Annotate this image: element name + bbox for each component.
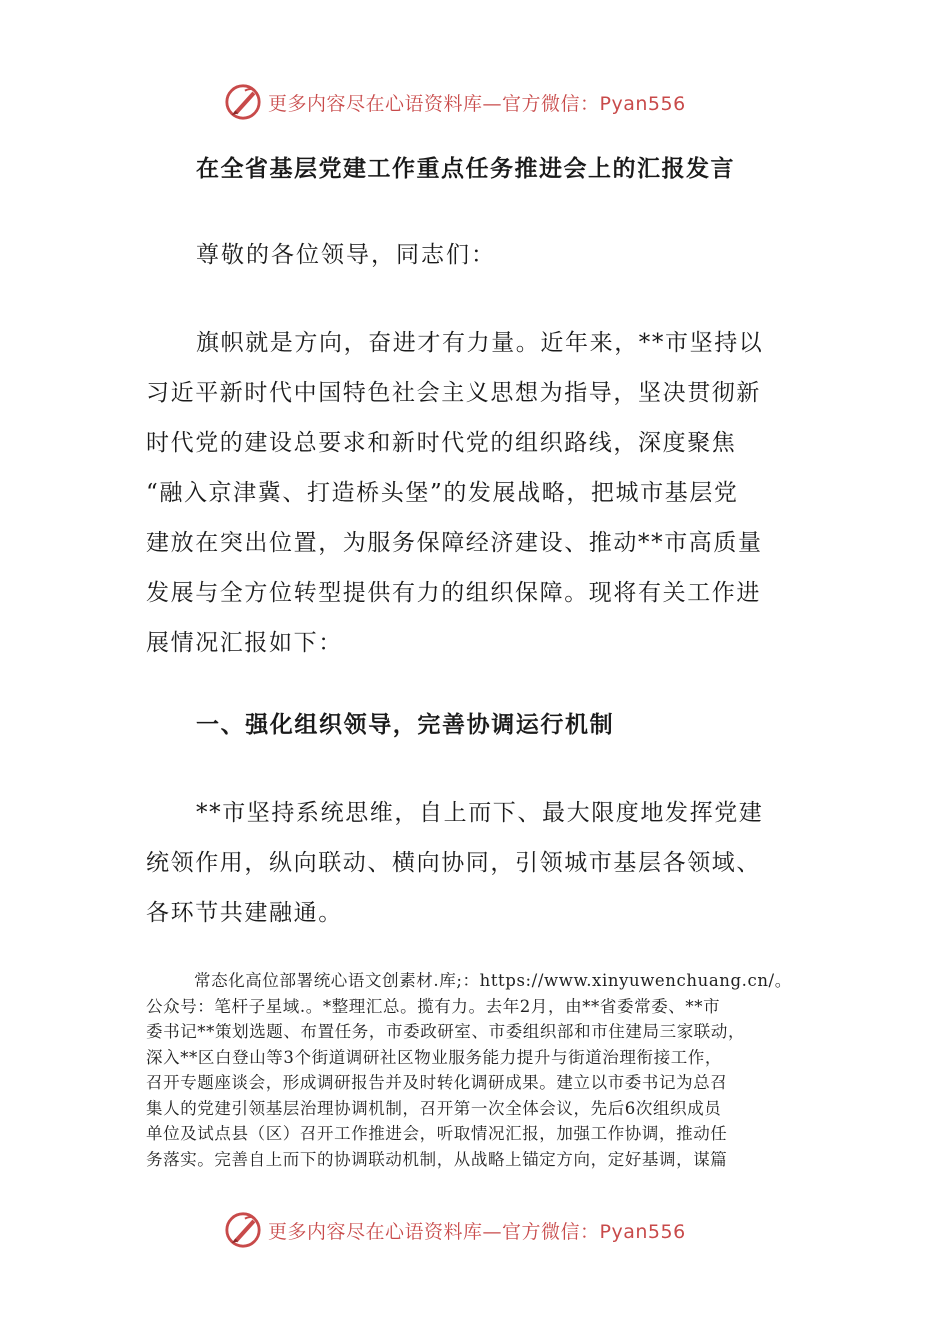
paragraph-line: 各环节共建融通。 [146,900,343,926]
small-text-block [146,968,806,1172]
small-text-line: 委书记**策划选题、布置任务，市委政研室、市委组织部和市住建局三家联动， [146,1022,746,1041]
quill-seal-logo-icon [224,1211,262,1249]
small-text-line: 单位及试点县（区）召开工作推进会，听取情况汇报，加强工作协调，推动任 [146,1124,728,1143]
wechat-id: Pyan556 [599,92,686,115]
banner-slogan: 更多内容尽在心语资料库—官方微信： [268,92,600,115]
paragraph-line: 发展与全方位转型提供有力的组织保障。现将有关工作进 [146,580,761,606]
salutation: 尊敬的各位领导，同志们： [196,242,496,268]
header-banner [224,82,744,122]
small-text-line: 务落实。完善自上而下的协调联动机制，从战略上锚定方向，定好基调，谋篇 [146,1149,728,1169]
banner-text [268,1217,686,1244]
paragraph-line: 习近平新时代中国特色社会主义思想为指导，坚决贯彻新 [146,380,761,406]
paragraph-line: **市坚持系统思维，自上而下、最大限度地发挥党建 [196,800,764,826]
document-title: 在全省基层党建工作重点任务推进会上的汇报发言 [196,155,735,182]
paragraph-line: “融入京津冀、打造桥头堡”的发展战略，把城市基层党 [146,480,739,506]
section1-paragraph [146,788,796,938]
footer-banner [224,1210,744,1250]
small-text-line: 集人的党建引领基层治理协调机制，召开第一次全体会议，先后6次组织成员 [146,1098,722,1118]
section-heading: 一、强化组织领导，完善协调运行机制 [196,711,615,738]
small-text-line: 深入**区白登山等3个街道调研社区物业服务能力提升与街道治理衔接工作， [146,1047,722,1067]
small-text-line: 召开专题座谈会，形成调研报告并及时转化调研成果。建立以市委书记为总召 [146,1073,728,1092]
paragraph-line: 建放在突出位置，为服务保障经济建设、推动**市高质量 [146,530,763,556]
banner-slogan: 更多内容尽在心语资料库—官方微信： [268,1220,600,1243]
wechat-id: Pyan556 [599,1220,686,1243]
paragraph-line: 时代党的建设总要求和新时代党的组织路线，深度聚焦 [146,430,737,456]
paragraph-line: 旗帜就是方向，奋进才有力量。近年来，**市坚持以 [196,330,764,356]
small-text-line: 公众号：笔杆子星域.。*整理汇总。揽有力。去年2月，由**省委常委、**市 [146,996,721,1016]
small-text-line: 常态化高位部署统心语文创素材.库;：https://www.xinyuwenchuang.cn/。 [194,971,792,990]
quill-seal-logo-icon [224,83,262,121]
intro-paragraph [146,318,796,668]
paragraph-line: 展情况汇报如下： [146,630,343,656]
banner-text [268,89,686,116]
paragraph-line: 统领作用，纵向联动、横向协同，引领城市基层各领域、 [146,850,761,876]
